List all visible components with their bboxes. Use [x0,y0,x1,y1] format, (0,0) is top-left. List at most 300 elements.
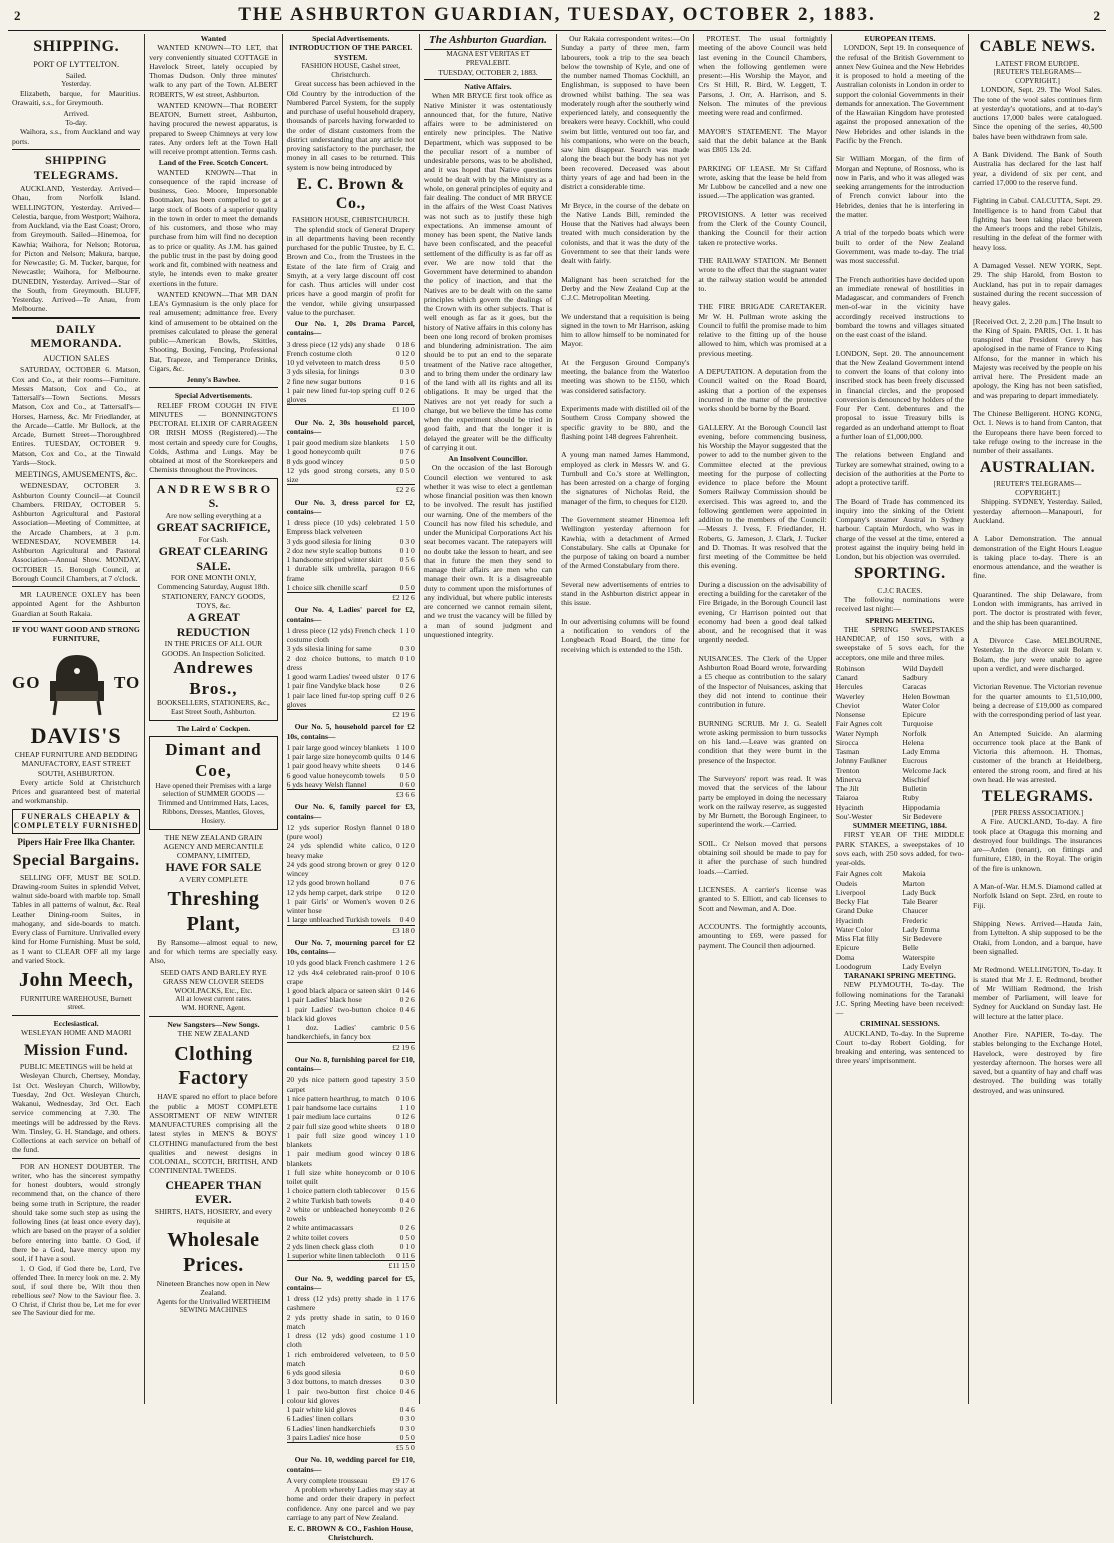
sangsters-line: New Sangsters—New Songs. [167,1020,260,1029]
parcel-item-row [287,644,415,653]
parcel-total: £2 12 6 [287,592,415,602]
parcel-item-row [287,654,415,673]
race-entry: Caracas [902,682,927,692]
parcel-item-row [287,1233,415,1242]
parcel-item-name: 1 good warm Ladies' tweed ulster [286,672,389,682]
parcel-item-price: 0 10 6 [395,967,415,977]
parcel-item-name: 2 white antimacassars [286,1223,354,1233]
parcel-item-name: 3 doz buttons, to match dresses [286,1377,382,1387]
parcel-total: £2 19 6 [287,709,415,719]
parcel-item-price: 1 1 0 [399,1331,415,1341]
parcel-item-row [287,447,415,456]
parcel-item-name: 10 yds good black French cashmere [286,958,396,968]
parcel-item-row [287,349,415,358]
have-for-sale: HAVE FOR SALE [165,860,262,875]
parcel-item-name: 1 handsome striped winter skirt [286,555,383,565]
parcel-item-price: 0 16 0 [395,1312,415,1322]
auction-text: SATURDAY, OCTOBER 6. Matson, Cox and Co., at their rooms—Furniture. Messrs Matson, Cox and Co., at Tattersall's—Town Sections. Messrs Matson, Cox and Co., at Tattersall's—Horses, Harness, &c. Mr Friedlander, at the Arcade—Cattle. Mr Bullock, at the Arcade, Burnett Street—Thoroughbred Entires. TUESDAY, OCTOBER 9. Matson, Cox and Co., at the Tinwald Yards—Stock. [12,365,141,467]
parcel-item-row [287,771,415,780]
race-entry: Trenton [835,765,860,775]
parcel-item-row [287,1294,415,1313]
race-entry: Lady Emma [902,747,940,757]
parcel-item-row [287,1331,415,1350]
parcel-item-price: 0 12 0 [395,887,415,897]
parcel-item-row [287,1205,415,1224]
parcel-item-price: 0 7 6 [399,878,415,888]
parcel-item-row [287,1149,415,1168]
race-entry-row [836,879,964,888]
parcel-item-price: 0 6 0 [399,1368,415,1378]
parcel-item-price: 3 5 0 [399,1075,415,1085]
clothing-factory: Clothing Factory [174,1042,253,1089]
criminal-text: AUCKLAND, To-day. In the Supreme Court to-day Robert Golding, for breaking and entering, was sentenced to three years' imprisonment. [835,1028,964,1066]
race-entry: Nonsense [835,710,866,720]
great-reduction: A GREAT REDUCTION [176,610,251,639]
cjc-intro: The following nominations were received last night:— [835,595,964,614]
branches-line: Nineteen Branches now open in New Zealand. [156,1279,271,1298]
parcel-item-name: 1 pair new lined fur-top spring cuff gloves [286,385,396,405]
parcel-item-name: 1 dress piece (10 yds) celebrated Empress black velveteen [286,518,396,537]
parcel-item-row [287,672,415,681]
arrived-label: Arrived. [63,109,89,119]
race-entry: Fair Agnes colt [835,719,883,729]
seed-list: SEED OATS AND BARLEY RYE GRASS NEW CLOVER SEEDS WOOLPACKS, Etc., Etc. [160,967,267,996]
parcel-item-name: 1 pair good medium size blankets [286,438,389,448]
parcel-item-price: 0 14 6 [395,752,415,762]
parcel-item-name: 1 pair two-button first choice colour kid gloves [286,1386,396,1405]
race-entry: Frederic [902,915,928,925]
race-entry: Epicure [902,710,927,720]
race-entry: Water Nymph [835,728,879,738]
parcel-item-name: 1 pair fine Vandyke black hose [286,681,381,691]
parcel-item-price: 0 5 0 [399,1349,415,1359]
parcel-item-name: A very complete trousseau [286,1475,368,1485]
parcel-item-row [287,386,415,405]
borough-council-text: PROTEST. The usual fortnightly meeting of the above Council was held last evening in the Council Chambers, when the following gentlemen were present:—His Worship the Mayor, and Crs St Hill, R. Bird, W. Leggett, T. Parsons, J. Orr, A. Harrison, and S. Nelson. The minutes of the previous meeting were read and confirmed. MAYOR'S STATEMENT. The Mayor said that the debit balance at the Bank was £805 13s 2d. PARKING OF LEASE. Mr St Ciffard wrote, asking that the lease be held from Mr Lubbow be cancelled and a new one issued.—The application was granted. PROVISIONS. A letter was received from the Clerk of the County Council, thanking the Council for their action taken re protective works. THE RAILWAY STATION. Mr Bennett wrote to the effect that the stagnant water at the railway station would be attended to. THE FIRE BRIGADE CARETAKER. Mr W. H. Pullman wrote asking the Council to fulfil the promise made to him relative to the fitting up of the house allowed to him, which was promised at a previous meeting. A DEPUTATION. A deputation from the Council waited on the Road Board, asking that a portion of the expenses incurred in the matter of the protective works should be borne by the Board. GALLERY. At the Borough Council last evening, before commencing business, his Worship the Mayor suggested that the power to add to the number given to the Committee elected at the previous meeting for the purpose of collecting evidence to place before the Mount Somers Railway Commission should be exercised. This was agreed to, and the following gentlemen were appointed in addition to the members of the Council:—Messrs J. Ivess, F. Friedlander, H. Roberts, G. Jameson, J. Clark, J. Tucker and D. Thomas. It was resolved that the first meeting of the Committee be held this evening. During a discussion on the advisability of erecting a building for the caretaker of the Fire Brigade, in the Borough Council last evening, Cr Harrison pointed out that economy had been a good deal talked about, and he recognised that it was urgently needed. NUISANCES. The Clerk of the Upper Ashburton Road Board wrote, forwarding a £5 cheque as contribution to the salary of the Inspector of Nuisances, asking that they did not intend to continue their contribution in future. BURNING SCRUB. Mr J. G. Sealell wrote asking permission to burn tussocks on his land.—Leave was granted on condition that they were burnt in the presence of the Inspector. The Surveyors' report was read. It was moved that the services of the labour party be employed in doing the necessary work on the railway reserve, as suggested by Mr Burnett, the Borough Engineer, to superintend the work.—Carried. SOIL. Cr Nelson moved that persons obtaining soil should be made to pay for it after the purchase of such hundred loads.—Carried. LICENSES. A carrier's license was granted to S. Elliott, and cab licenses to Scott and Newman, and A. Doe. ACCOUNTS. The fortnightly accounts, amounting to £69, were passed for payment. The Council then adjourned. [698,34,827,950]
bargains-text: SELLING OFF, MUST BE SOLD. Drawing-room Suites in splendid Velvet, walnut side-board with marble top. Small Tables in all patterns of walnut, &c. Real Leather Dining-room Suites, in mahogany, and side-boards to match. Every class of Furniture. Unrivalled every kind for Home Furnishing. Must be sold, as I want to CLEAR OFF all my large and varied Stock. [12,872,141,965]
european-heading: EUROPEAN ITEMS. [864,34,936,43]
parcel-item-row [287,564,415,583]
parcel-item-row [287,897,415,916]
race-entry: Ruby [902,793,919,803]
parcel-item-row [287,860,415,879]
parcel-item-price: 0 2 6 [399,385,415,395]
funerals-banner: FUNERALS CHEAPLY & COMPLETELY FURNISHED [12,809,140,835]
parcel-item-name: 2 white or unbleached honeycomb towels [286,1204,396,1224]
parcel-item-price: 0 5 6 [399,555,415,565]
parcel-item-row [287,968,415,987]
parcel-item-row [287,340,415,349]
local-news-text: Our Rakaia correspondent writes:—On Sunday a party of three men, farm labourers, took a trip to the sea beach below the township of Kyle, and one of the number named Thomas Cockhill, an Englishman, is supposed to have been drowned whilst bathing. The sea was moderately rough after the southerly wind experienced lately, and consequently the breakers were heavy. Cockhill, who could swim but little, ventured out too far, and his companions, who were on the beach, saw him disappear. Search was made along the beach but the body has not yet been recovered. Deceased was about thirty years of age and had been in the district a considerable time. Mr Bryce, in the course of the debate on the Native Lands Bill, reminded the House that the Natives had always been treated with much consideration by the colonists, and that it was the duty of the Government to see that their lands were dealt with fairly. Malignant has been scratched for the Derby and the New Zealand Cup at the C.J.C. Metropolitan Meeting. We understand that a requisition is being signed in the town to Mr Harrison, asking him to allow himself to be nominated for Mayor. At the Ferguson Ground Company's meeting, the balance from the Waterloo meeting was shown to be £150, which was considered satisfactory. Experiments made with distilled oil of the Southern Cross Company showed the specific gravity to be 880, and the flashing point 148 degrees Fahrenheit. A young man named James Hammond, employed as clerk in Messrs W. and G. Turnbull and Co.'s store at Wellington, has been arrested on a charge of forging the signatures of Nicholas Reid, the manager of the firm, to cheques for £120. The Government steamer Hinemoa left Wellington yesterday afternoon for Kawhia, with a detachment of Armed Constabulary. She calls at Opunake for the purpose of taking on board a number of the Armed Constabulary from there. Several new advertisements of entries to stand in the Ashburton district appear in this issue. In our advertising columns will be found a notification to vendors of the Longbeach Road Board, the time for receiving which is extended to the 15th. [561,34,690,654]
race-entry: Hyacinth [835,915,864,925]
race-entry: Waterspite [902,952,935,962]
parcel-item-row [287,1112,415,1121]
very-complete: A VERY COMPLETE [179,874,248,884]
meech-sub: FURNITURE WAREHOUSE, Burnett street. [20,994,132,1012]
parcel-item-price: 1 5 0 [399,438,415,448]
parcel-item-price: 0 5 6 [399,1023,415,1033]
parcel-item-name: 1 good honeycomb quilt [286,447,361,457]
memoranda-heading: DAILY MEMORANDA. [30,321,122,351]
parcel-item-name: 20 yds nice pattern good tapestry carpet [286,1075,396,1094]
race-entry: Johnny Faulkner [835,756,887,766]
race-entry: Becky Flat [835,897,869,907]
race-entry: Loodogrum [835,961,872,971]
parcel-item-price: 0 3 0 [399,367,415,377]
shipping-heading: SHIPPING. [33,38,120,55]
parcel-item-name: 3 yds good silesia for lining [286,536,372,546]
race-entry-row [836,682,964,691]
mission-text: Wesleyan Church, Chertsey, Monday, 1st Oct. Wesleyan Church, Willowby, Tuesday, 2nd Oct. Wesleyan Church, Wakanui, Wednesday, 3rd Oct. Each service commencing at 7.30. The meetings will be addressed by the Revs. Wm. Tinsley, G. H. Standage, and others. Collections at each service on behalf of the fund. [12,1071,141,1155]
arrived-text: Waihora, s.s., from Auckland and way ports. [12,127,141,146]
parcel-item-name: 1 durable silk umbrella, paragon frame [286,564,396,583]
brown-name: E. C. Brown & Co., [296,175,405,213]
parcel-item-name: 1 pair white kid gloves [286,1405,357,1415]
newspaper-title: THE ASHBURTON GUARDIAN, TUESDAY, OCTOBER 2, 1883. [238,4,876,25]
parcel-item-price: 0 11 6 [396,1251,415,1261]
parcel-item-price: 0 15 6 [395,1186,415,1196]
parcel-item-name: 12 yds good brown holland [286,878,370,888]
horne-agent: WM. HORNE, Agent. [181,1004,246,1013]
spring-entries [836,664,964,821]
honest-doubter-text: FOR AN HONEST DOUBTER. The writer, who has the sincerest sympathy for honest doubters, would strongly recommend that, on the chance of there being some truth in Scripture, the reader should take some such step as using the following lines (at least once every day), which are based on the prayer of a soldier before entering into battle. O God, if there be a God, have mercy upon my soul, if I have a soul. [12,1161,141,1264]
race-entry: Doma [835,952,855,962]
parcel-total: £3 6 6 [287,789,415,799]
parcel-item-name: 6 yds good silesia [286,1368,341,1378]
mission-fund-heading: Mission Fund. [23,1041,129,1059]
parcel-item-price: 0 5 0 [399,582,415,592]
parcel-item-name: 12 yds hemp carpet, dark stripe [286,887,382,897]
race-entry: The Jilt [835,784,859,794]
parcel-item-row [287,358,415,367]
clothing-head: THE NEW ZEALAND [177,1029,250,1039]
parcel-item-price: 0 17 6 [395,672,415,682]
shirts-line: SHIRTS, HATS, HOSIERY, and every requisite at [154,1206,273,1226]
parcel-item-name: 1 pair large size honeycomb quilts [286,752,391,762]
parcel-item-row [287,1350,415,1369]
parcel-item-price: 0 4 6 [399,1004,415,1014]
criminal-heading: CRIMINAL SESSIONS. [859,1019,940,1029]
parcel-item-price: 0 2 6 [399,995,415,1005]
parcel-total: £11 15 0 [287,1260,415,1270]
parcel-item-name: 12 yds 4x4 celebrated rain-proof crape [286,967,392,986]
race-entry-row [836,784,964,793]
lowest-rates: All at lowest current rates. [175,995,252,1004]
race-entry: Hercules [835,682,863,692]
parcel-item-row [287,743,415,752]
editorial-title: The Ashburton Guardian. [424,34,552,50]
parcel-item-name: 2 doz choice buttons, to match dress [286,653,396,672]
parcel-item-row [287,1387,415,1406]
parcel-item-name: 1 choice pattern cloth tablecover [286,1186,386,1196]
race-entry: Makoia [902,869,926,879]
threshing-plant: Threshing Plant, [167,888,260,935]
parcel-item-price: 0 2 6 [399,681,415,691]
page-number-right: 2 [1093,8,1100,23]
race-entry: Water Color [835,924,873,934]
wanted-boots: WANTED KNOWN—That in consequence of the rapid increase of business, Geo. Moore, Impersonable Bootmaker, has been compelled to get a large stock of Boots of a superior quality in the town in order to meet the demands of his customers, and those who may purchase from him will find no deception as to price or quality. As J.M. has gained the public trust in the past by doing good work and fit, combined with neatness and style, he intends even to make greater exertions in the future. [149,167,278,288]
parcel-item-name: 1 pair Ladies' two-button choice black kid gloves [286,1004,396,1023]
race-entry: Hippodamia [902,802,940,812]
parcel-item-row [287,1405,415,1414]
meetings-heading: MEETINGS, AMUSEMENTS, &c. [14,469,138,480]
parcel-item-name: 10 yd velveteen to match dress [286,358,381,368]
race-entry-row [836,925,964,934]
parcel-item-price: 0 3 0 [399,1377,415,1387]
parcel-item-row [287,878,415,887]
aus-reuter-line: [REUTER'S TELEGRAMS—COPYRIGHT.] [993,479,1082,497]
parcel-item-row [287,691,415,710]
parcel-item-row [287,958,415,967]
summer-entries [836,869,964,971]
parcel-item-name: 2 pair full size good white sheets [286,1121,387,1131]
parcel-item-price: 1 1 0 [399,625,415,635]
brown-sub: FASHION HOUSE, CHRISTCHURCH. [292,215,410,224]
race-entry: Minerva [835,774,862,784]
parcel-item-price: 0 12 0 [395,841,415,851]
parcel-item-name: 1 pair large good wincey blankets [286,742,390,752]
editorial-date: TUESDAY, OCTOBER 2, 1883. [424,68,552,80]
parcel-item-row [287,1168,415,1187]
reuter-line: [REUTER'S TELEGRAMS—COPYRIGHT.] [993,67,1082,85]
go-word: GO [12,673,41,693]
parcel-item-name: 2 doz new style scallop buttons [286,545,382,555]
race-entry: Tasman [835,747,860,757]
australian-heading: AUSTRALIAN. [979,459,1096,477]
parcel-item-row [287,367,415,376]
parcel-item-name: 6 good value honeycomb towels [286,770,385,780]
parcel-item-name: 1 dress (12 yds) good costume cloth [286,1331,396,1350]
parcel-item-row [287,823,415,842]
parcel-item-row [287,888,415,897]
parcel-item-name: 1 superior white linen tablecloth [286,1251,385,1261]
race-entry: Sir Bedevere [902,811,942,821]
land-of-free: Land of the Free. Scotch Concert. [158,158,269,168]
race-entry-row [836,719,964,728]
parcel-item-price: 0 3 0 [399,1423,415,1433]
parcel-item-price: 0 4 0 [399,1195,415,1205]
brown-sign: E. C. BROWN & CO., Fashion House, Christchurch. [288,1524,414,1543]
race-entry-row [836,729,964,738]
column-2 [145,34,282,1404]
brown-text: The splendid stock of General Drapery in all departments having been recently purchased for the public Trustee, by E. C. Brown and Co., from the Trustees in the Estate of the late firm of Craig and Smyth, at a very large discount off cost for cash. Thus articles will under cost prices have a good margin of profit for the vendor, while giving unsurpassed value to the purchaser. [286,224,415,317]
race-entry: Water Color [902,700,940,710]
parcel-heading: Our No. 6, family parcel for £3, contains— [286,802,415,821]
parcel-heading: Our No. 7, mourning parcel for £2 10s, contains— [286,937,415,957]
race-entry-row [836,766,964,775]
parcel-item-price: 0 14 6 [395,986,415,996]
parcel-item-name: 3 pairs Ladies' nice hose [286,1432,361,1442]
page-number-left: 2 [14,8,21,23]
race-entry: Sou'-Wester [835,811,873,821]
parcel-item-price: 1 1 0 [399,1130,415,1140]
dimant-name: Dimant and Coe, [165,740,262,780]
parcel-item-row [287,780,415,789]
parcel-item-row [287,1377,415,1386]
special-ads-heading: Special Advertisements. [174,391,253,401]
race-entry: Grand Duke [835,906,874,916]
race-entry: Helen Bowman [902,691,950,701]
parcel-item-name: 3 yds silesia lining for same [286,644,372,654]
parcel-heading: Our No. 2, 30s household parcel, contains— [286,417,415,436]
parcel-item-row [287,1122,415,1131]
parcel-item-price: 1 17 6 [395,1294,415,1304]
race-entry: Helena [902,737,924,747]
race-entry: Fair Agnes colt [835,869,883,879]
parcel-system-text: Great success has been achieved in the Old Country by the introduction of the Numbered Parcel System, for the supply and purchase of useful household drapery, thousands of parcels having forwarded to the order of distant customers from the district understanding that any article not proving satisfactory to the purchaser, the money in all cases to be returned. This system is now being introduced by [286,79,415,172]
parcel-item-price: 0 2 6 [399,1223,415,1233]
parcel-item-price: 0 2 6 [399,1204,415,1214]
parcel-heading: Our No. 8, furnishing parcel for £10, contains— [286,1054,415,1074]
parcel-item-name: 1 rich embroidered velveteen, to match [286,1349,396,1368]
parcel-total: £1 10 0 [287,404,415,414]
parcel-item-name: 3 dress piece (12 yds) any shade [286,339,385,349]
parcel-heading: Our No. 1, 20s Drama Parcel, contains— [286,319,415,338]
parcel-item-price: 0 1 0 [399,545,415,555]
race-entry: Waverley [835,691,865,701]
parcel-item-row [287,438,415,447]
parcel-item-name: 2 yds linen check glass cloth [286,1241,374,1251]
parcel-item-row [287,1023,415,1042]
parcel-item-name: 6 Ladies' linen handkerchiefs [286,1423,376,1433]
parcel-item-name: 2 fine new sugar buttons [286,376,362,386]
parcel-total: £2 2 6 [287,484,415,494]
parcel-footer: A problem whereby Ladies may stay at home and order their drapery in perfect confidence. Any one parcel and we pay carriage to any part of New Zealand. [286,1485,415,1522]
parcel-item-name: 1 pair Ladies' black hose [286,995,362,1005]
race-entry: Cheviot [835,700,860,710]
race-entry: Bulletin [902,784,927,794]
race-entry: Tale Bearer [902,897,938,907]
port-heading: PORT OF LYTTELTON. [33,58,120,69]
latest-europe: LATEST FROM EUROPE. [995,58,1080,68]
parcel-item-price: 0 12 0 [395,859,415,869]
parcel-item-name: 1 pair full size good wincey blankets [286,1130,396,1150]
race-entry-row [836,747,964,756]
clearing-sale: GREAT CLEARING SALE. [158,543,269,573]
goods-list: STATIONERY, FANCY GOODS, TOYS, &c. [161,591,266,610]
parcel-item-row [287,1313,415,1332]
sailed-label: Sailed. [65,70,87,80]
telegrams-heading: TELEGRAMS. [981,788,1094,806]
column-5 [557,34,694,1404]
parcel-item-row [287,986,415,995]
race-entry: Wild Daydell [902,663,944,673]
parcel-item-name: 8 yds good wincey [286,456,344,466]
parcel-item-name: 1 pair handsome lace curtains [286,1103,377,1113]
parcel-item-price: 0 18 6 [395,1149,415,1159]
parcel-item-name: 12 yds good strong corsets, any size [286,465,396,485]
race-entry: Eucrous [902,756,928,766]
race-entry: Oudeis [835,878,858,888]
parcel-item-row [287,1223,415,1232]
wholesale-prices: Wholesale Prices. [167,1229,260,1276]
parcel-heading: Our No. 3, dress parcel for £2, contains— [286,497,415,516]
wesleyan-heading: WESLEYAN HOME AND MAORI [20,1028,132,1038]
arrived-day: To-day. [65,118,87,127]
parcel-item-name: 1 pair good heavy white sheets [286,761,381,771]
masthead [8,4,1106,31]
to-word: TO [114,673,141,693]
parcel-item-price: 0 12 0 [395,348,415,358]
race-entry-row [836,953,964,962]
native-affairs-heading: Native Affairs. [464,82,512,92]
parcel-item-price: 0 1 0 [399,653,415,663]
shipping-telegrams-text: AUCKLAND, Yesterday. Arrived—Ohau, from Norfolk Island. WELLINGTON, Yesterday. Arrived—Celestia, barque, from Westport; Waihora, from Auckland, via the East Coast; Ororo, from Greymouth. Sailed—Hinemoa, for Kawhia; Waihora, for Nelson; Rotorua, for Picton and Nelson; Makura, barque, for Newcastle; G. M. Tucker, barque, for Newcastle; Waihora, for Melbourne. DUNEDIN, Yesterday. Arrived—Star of the South, from Greymouth. BLUFF, Yesterday. Arrived—Te Anau, from Melbourne. [12,184,141,314]
parcel-item-name: 1 nice pattern hearthrug, to match [286,1093,390,1103]
parcel-item-row [287,1196,415,1205]
press-line: [PER PRESS ASSOCIATION.] [991,808,1084,817]
wanted-cottage: WANTED KNOWN—TO LET, that very conveniently situated COTTAGE in Havelock Street, lately occupied by Thomas Dudson. Only three minutes' walk to any part of the Town. ALBERT ROBERTS, W est street, Ashburton. [149,43,278,99]
sailed-day: Yesterday. [61,80,92,89]
parcel-item-row [287,1103,415,1112]
wanted-heading: Wanted [200,34,227,43]
race-entry: Turquoise [902,719,933,729]
parcel-item-name: French costume cloth [286,348,352,358]
race-entry: Marton [902,878,925,888]
parcel-item-row [287,457,415,466]
davis-text: CHEAP FURNITURE AND BEDDING MANUFACTORY, EAST STREET SOUTH, ASHBURTON. [14,750,138,778]
parcel-item-price: 0 6 6 [399,564,415,574]
parcel-item-price: 0 12 6 [395,1112,415,1122]
one-month: FOR ONE MONTH ONLY, Commencing Saturday, August 18th. [157,573,270,592]
parcel-item-price: 0 1 0 [399,1241,415,1251]
parcel-item-price: 0 5 0 [399,1232,415,1242]
armchair-illustration [42,647,112,719]
race-entry-row [836,943,964,952]
parcel-item-name: 1 dress (12 yds) pretty shade in cashmere [286,1294,392,1313]
parcel-item-row [287,1242,415,1251]
threshing-text: By Ransome—almost equal to new, and for which terms are specially easy. Also, [149,937,278,966]
race-entry-row [836,793,964,802]
parcel-item-row [287,1476,415,1485]
chanter-line: Pipers Hair Free Ilka Chanter. [17,837,135,848]
race-entry-row [836,701,964,710]
parcel-item-price: 1 1 0 [399,1103,415,1113]
cable-news-heading: CABLE NEWS. [979,38,1096,55]
race-entry: Chaucer [902,906,928,916]
race-entry: Taiaroa [835,793,859,803]
parcel-item-price: 0 2 6 [399,896,415,906]
parcel-item-row [287,1131,415,1150]
column-6 [694,34,831,1404]
dimant-ad [149,736,277,829]
parcel-item-name: 1 pair medium lace curtains [286,1112,371,1122]
race-entry-row [836,673,964,682]
parcel-item-price: 0 18 6 [395,339,415,349]
parcel-item-price: 0 4 6 [399,1386,415,1396]
parcel-total: £5 5 0 [287,1442,415,1452]
parcel-item-price: 0 7 6 [399,447,415,457]
race-entry: Norfolk [902,728,927,738]
parcel-item-row [287,1094,415,1103]
parcel-item-row [287,466,415,485]
parcel-item-price: 0 10 6 [395,1167,415,1177]
parcel-item-name: 1 choice silk chenille scarf [286,582,368,592]
parcel-item-price: 0 3 0 [399,1414,415,1424]
andrews-brothers: A N D R E W S B R O S. [156,481,271,511]
parcel-item-name: 3 yds silesia, for linings [286,367,359,377]
race-entry-row [836,897,964,906]
parcel-item-name: 24 yds splendid white calico, heavy make [286,841,392,860]
parcel-item-name: 1 full size white honeycomb or toilet quilt [286,1167,392,1187]
parcel-item-row [287,995,415,1004]
relief-cough-text: RELIEF FROM COUGH IN FIVE MINUTES — BONNINGTON'S PECTORAL ELIXIR OF CARRAGEEN OR IRISH MOSS (Registered).—The most certain and speedy cure for Coughs, Colds, Asthma and Lungs. May be obtained at most of the Storekeepers and Chemists throughout the Provinces. [149,400,278,475]
race-entry: Hyacinth [835,802,864,812]
parcel-item-name: 1 doz. Ladies' cambric handkerchiefs, in fancy box [286,1023,396,1042]
parcel-item-price: 1 10 0 [395,742,415,752]
race-entry: Welcome Jack [902,765,947,775]
taranaki-heading: TARANAKI SPRING MEETING. [843,971,956,981]
